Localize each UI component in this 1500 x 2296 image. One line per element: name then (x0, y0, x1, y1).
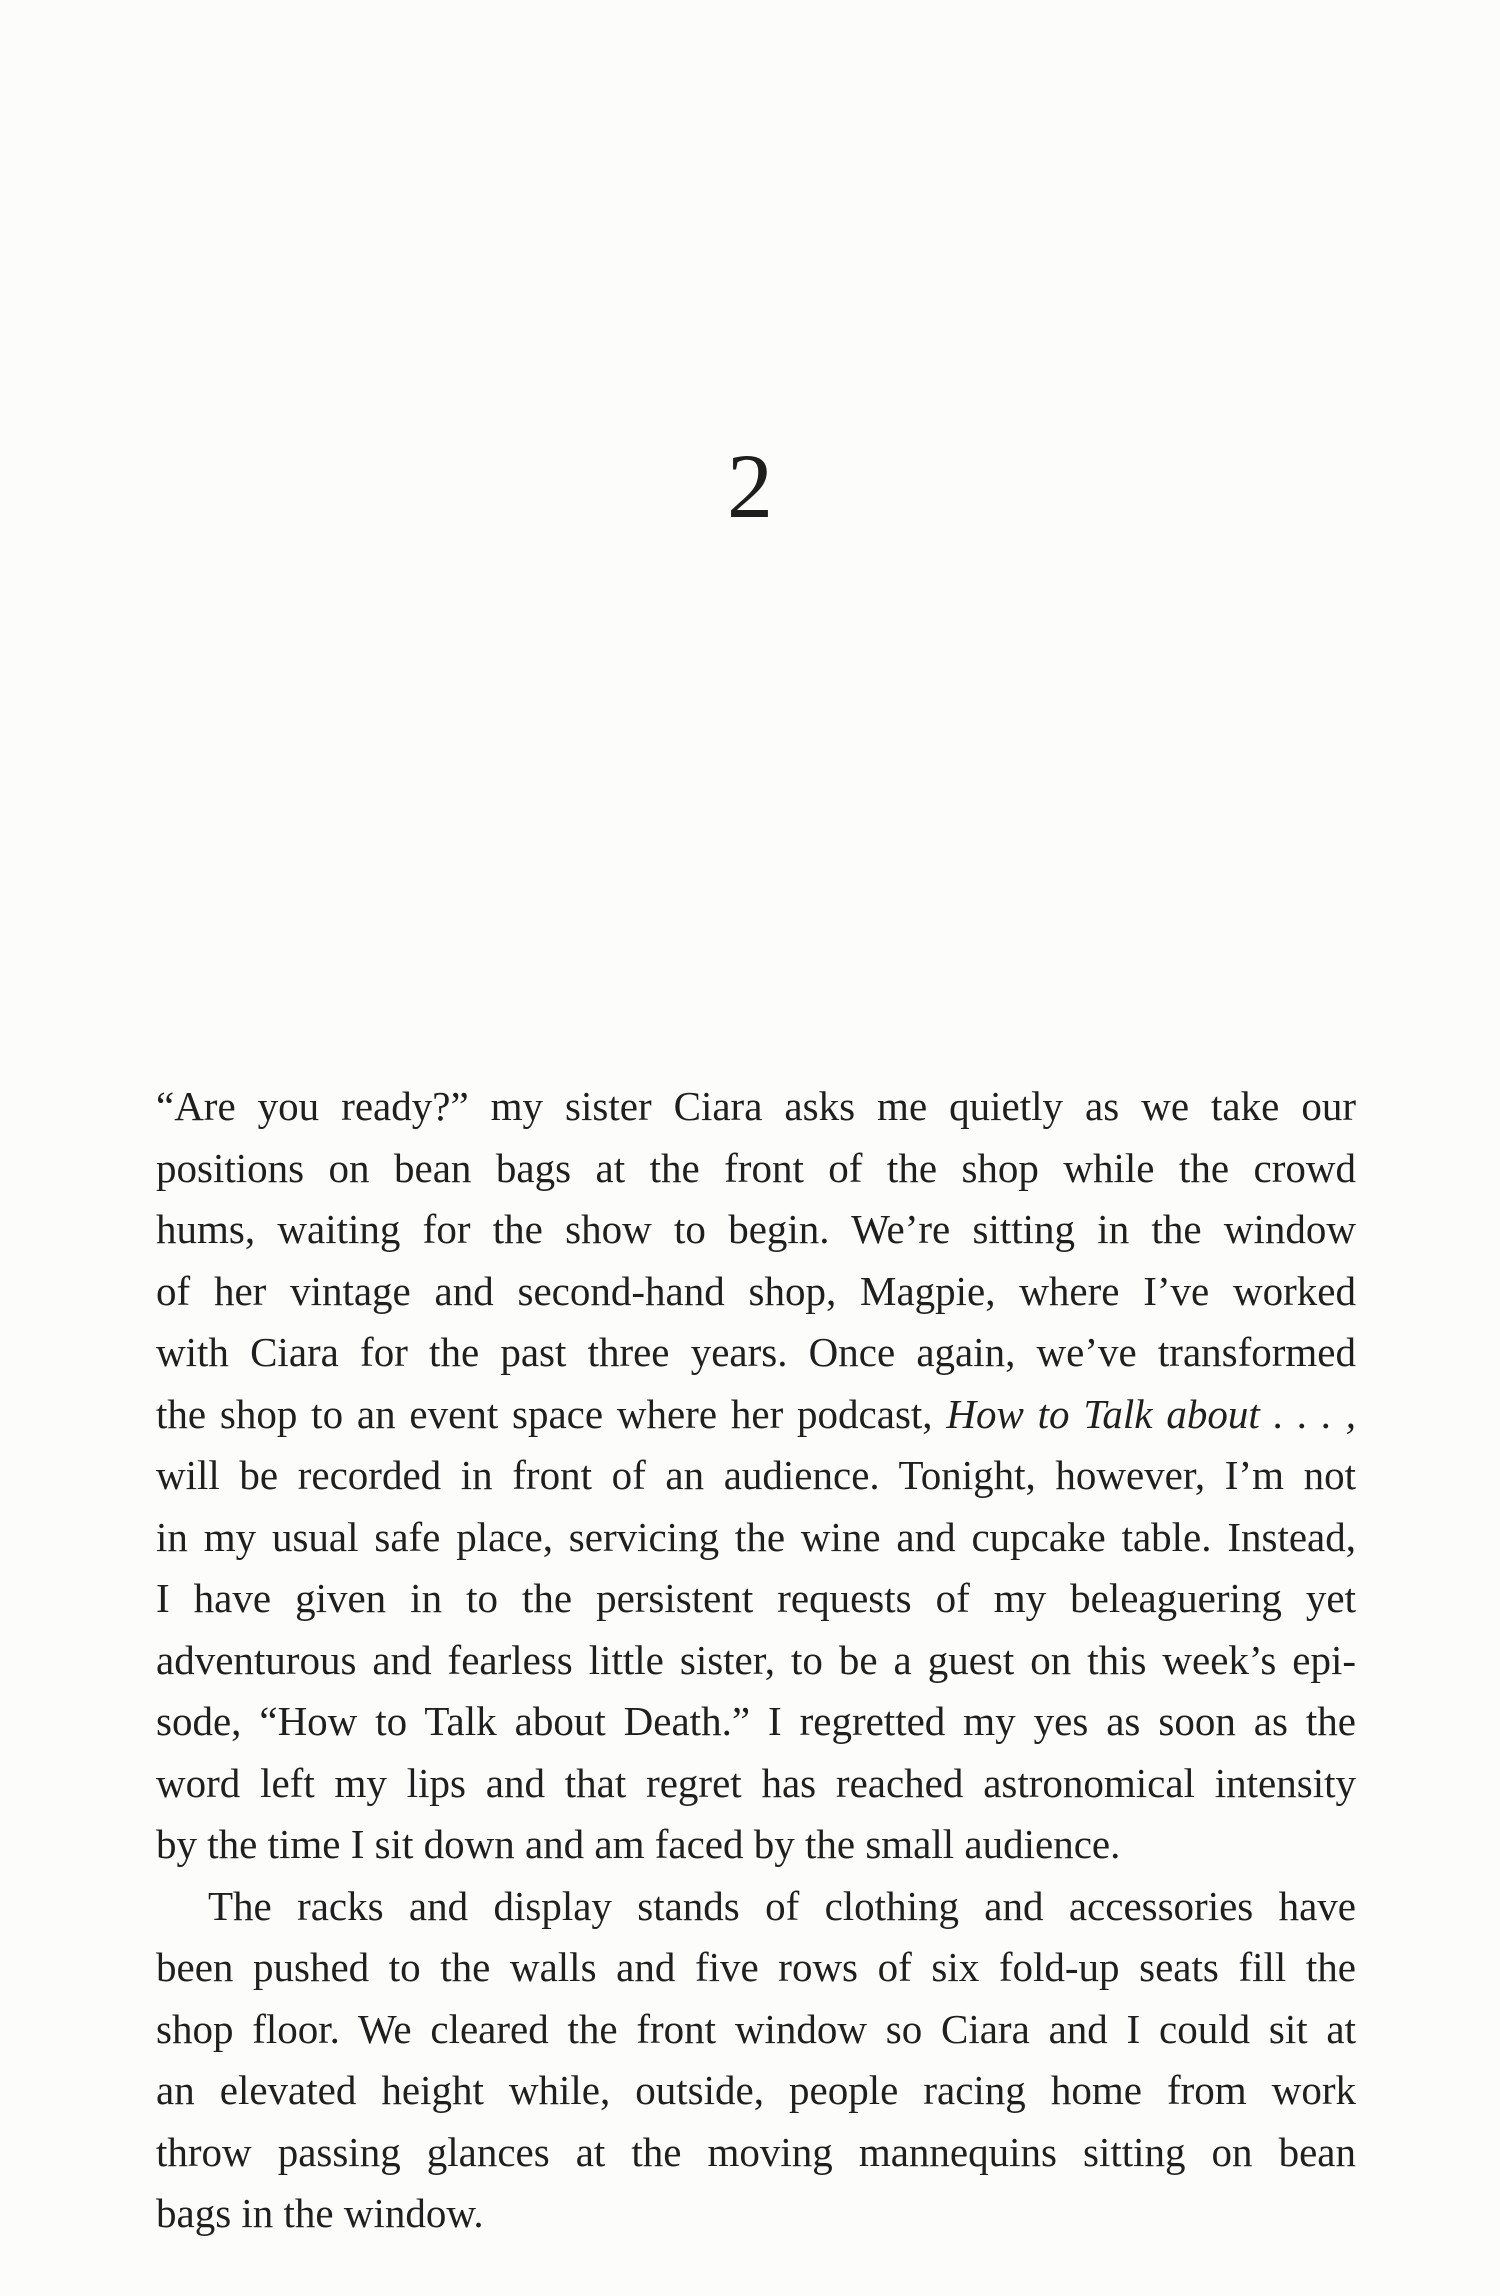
text-line: been pushed to the walls and five rows of six fold-up seats fill the (156, 1944, 1356, 1990)
text-line: sode, “How to Talk about Death.” I regretted my yes as soon as the (156, 1698, 1356, 1744)
text-line-start: the shop to an event space where her podcast, (156, 1390, 933, 1437)
text-line: shop floor. We cleared the front window so Ciara and I could sit at (156, 2005, 1356, 2052)
text-line: hums, waiting for the show to begin. We’re sitting in the window (156, 1206, 1356, 1252)
paragraph-1 (156, 1076, 1356, 1876)
text-line: “Are you ready?” my sister Ciara asks me quietly as we take our (156, 1083, 1356, 1129)
text-line: in my usual safe place, servicing the wine and cupcake table. Instead, (156, 1513, 1356, 1560)
text-line: with Ciara for the past three years. Once again, we’ve transformed (156, 1329, 1356, 1375)
text-line: The racks and display stands of clothing and accessories have (208, 1882, 1356, 1929)
text-line: word left my lips and that regret has reached astronomical intensity (156, 1759, 1356, 1806)
text-line: positions on bean bags at the front of the shop while the crowd (156, 1144, 1356, 1191)
text-line: of her vintage and second-hand shop, Magpie, where I’ve worked (156, 1267, 1356, 1314)
text-line-with-title (156, 1384, 1356, 1446)
podcast-title: How to Talk about . . . , (946, 1390, 1356, 1437)
text-line: throw passing glances at the moving mannequins sitting on bean (156, 2128, 1356, 2175)
text-line: I have given in to the persistent requests of my beleaguering yet (156, 1575, 1356, 1621)
text-line: by the time I sit down and am faced by the small audience. (156, 1821, 1121, 1867)
text-line: bags in the window. (156, 2190, 484, 2236)
text-line: will be recorded in front of an audience. Tonight, however, I’m not (156, 1452, 1356, 1498)
paragraph-2 (156, 1876, 1356, 2245)
text-line: an elevated height while, outside, people racing home from work (156, 2067, 1356, 2113)
chapter-number: 2 (727, 435, 773, 537)
chapter-body (156, 1076, 1356, 2245)
text-line: adventurous and fearless little sister, to be a guest on this week’s epi- (156, 1636, 1356, 1683)
